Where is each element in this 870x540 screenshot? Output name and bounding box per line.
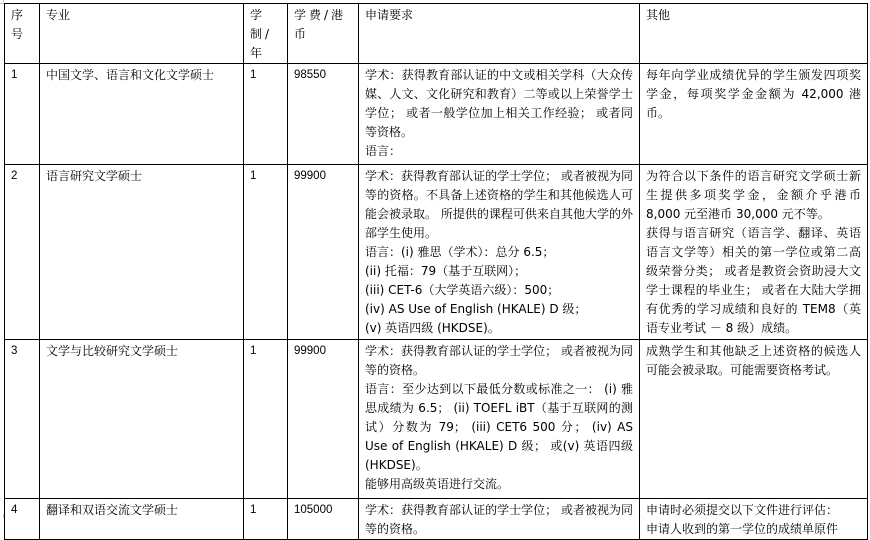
requirement-language-hkdse: (v) 英语四级 (HKDSE)。 [365, 321, 500, 335]
table-header-row [5, 4, 868, 64]
table-row [5, 165, 868, 340]
programs-table [4, 3, 868, 540]
requirement-language-hkale: (iv) AS Use of English (HKALE) D 级； [365, 302, 587, 316]
cell-major: 语言研究文学硕士 [40, 165, 244, 340]
requirement-language: 语言： [365, 144, 402, 158]
cell-tuition: 105000 [288, 499, 359, 540]
other-note: 成熟学生和其他缺乏上述资格的候选人可能会被录取。可能需要资格考试。 [646, 344, 861, 377]
requirement-language-ielts: 语言：(i) 雅思（学术）：总分 6.5； [365, 245, 555, 259]
requirement-academic: 学术：获得教育部认证的学士学位； 或者被视为同等的资格。 [365, 344, 633, 377]
requirement-communication: 能够用高级英语进行交流。 [365, 477, 510, 491]
requirement-academic: 学术：获得教育部认证的中文或相关学科（大众传媒、人文、文化研究和教育）二等或以上荣誉学士学位； 或者一般学位加上相关工作经验； 或者同等资格。 [365, 68, 633, 139]
cell-duration: 1 [244, 64, 288, 165]
cell-other [640, 340, 868, 499]
cell-duration: 1 [244, 340, 288, 499]
cell-index: 2 [5, 165, 40, 340]
header-other: 其他 [640, 4, 868, 64]
requirement-academic: 学术：获得教育部认证的学士学位； 或者被视为同等的资格。 [365, 503, 633, 536]
cell-tuition: 98550 [288, 64, 359, 165]
cell-index: 3 [5, 340, 40, 499]
cell-index: 4 [5, 499, 40, 540]
other-note: 申请人收到的第一学位的成绩单原件 [646, 522, 839, 536]
requirement-language-cet6: (iii) CET-6（大学英语六级）：500； [365, 283, 560, 297]
cell-major: 翻译和双语交流文学硕士 [40, 499, 244, 540]
other-note: 每年向学业成绩优异的学生颁发四项奖学金，每项奖学金金额为 42,000 港币。 [646, 68, 861, 120]
cell-duration: 1 [244, 499, 288, 540]
cell-tuition: 99900 [288, 165, 359, 340]
header-tuition: 学费/港币 [288, 4, 359, 64]
table-row [5, 499, 868, 540]
cell-index: 1 [5, 64, 40, 165]
cell-requirements [359, 64, 640, 165]
other-note: 为符合以下条件的语言研究文学硕士新生提供多项奖学金，金额介乎港币 8,000 元至港币 30,000 元不等。 [646, 169, 861, 221]
cell-other [640, 499, 868, 540]
cell-requirements [359, 340, 640, 499]
header-index: 序号 [5, 4, 40, 64]
requirement-academic: 学术：获得教育部认证的学士学位； 或者被视为同等的资格。不具备上述资格的学生和其他候选人可能会被录取。 所提供的课程可供来自其他大学的外部学生使用。 [365, 169, 633, 240]
requirement-language-toefl: (ii) 托福：79（基于互联网）； [365, 264, 527, 278]
cell-requirements [359, 165, 640, 340]
table-row [5, 340, 868, 499]
header-duration: 学制/年 [244, 4, 288, 64]
requirement-language: 语言：至少达到以下最低分数或标准之一： (i) 雅思成绩为 6.5； (ii) TOEFL iBT（基于互联网的测试）分数为 79； (iii) CET6 500 分； (iv) AS Use of English (HKALE) D 级； 或(v) 英语四级 (HKDSE)。 [365, 382, 633, 472]
cell-requirements [359, 499, 640, 540]
other-note: 申请时必须提交以下文件进行评估： [646, 503, 839, 517]
cell-duration: 1 [244, 165, 288, 340]
other-note: 获得与语言研究（语言学、翻译、英语语言文学等）相关的第一学位或第二高级荣誉分类； 或者是教资会资助浸大文学士课程的毕业生； 或者在大陆大学拥有优秀的学习成绩和良好的 TEM8（英语专业考试 － 8 级）成绩。 [646, 226, 861, 335]
cell-other [640, 165, 868, 340]
cell-tuition: 99900 [288, 340, 359, 499]
header-requirements: 申请要求 [359, 4, 640, 64]
header-major: 专业 [40, 4, 244, 64]
cell-major: 中国文学、语言和文化文学硕士 [40, 64, 244, 165]
table-row [5, 64, 868, 165]
cell-major: 文学与比较研究文学硕士 [40, 340, 244, 499]
cell-other [640, 64, 868, 165]
